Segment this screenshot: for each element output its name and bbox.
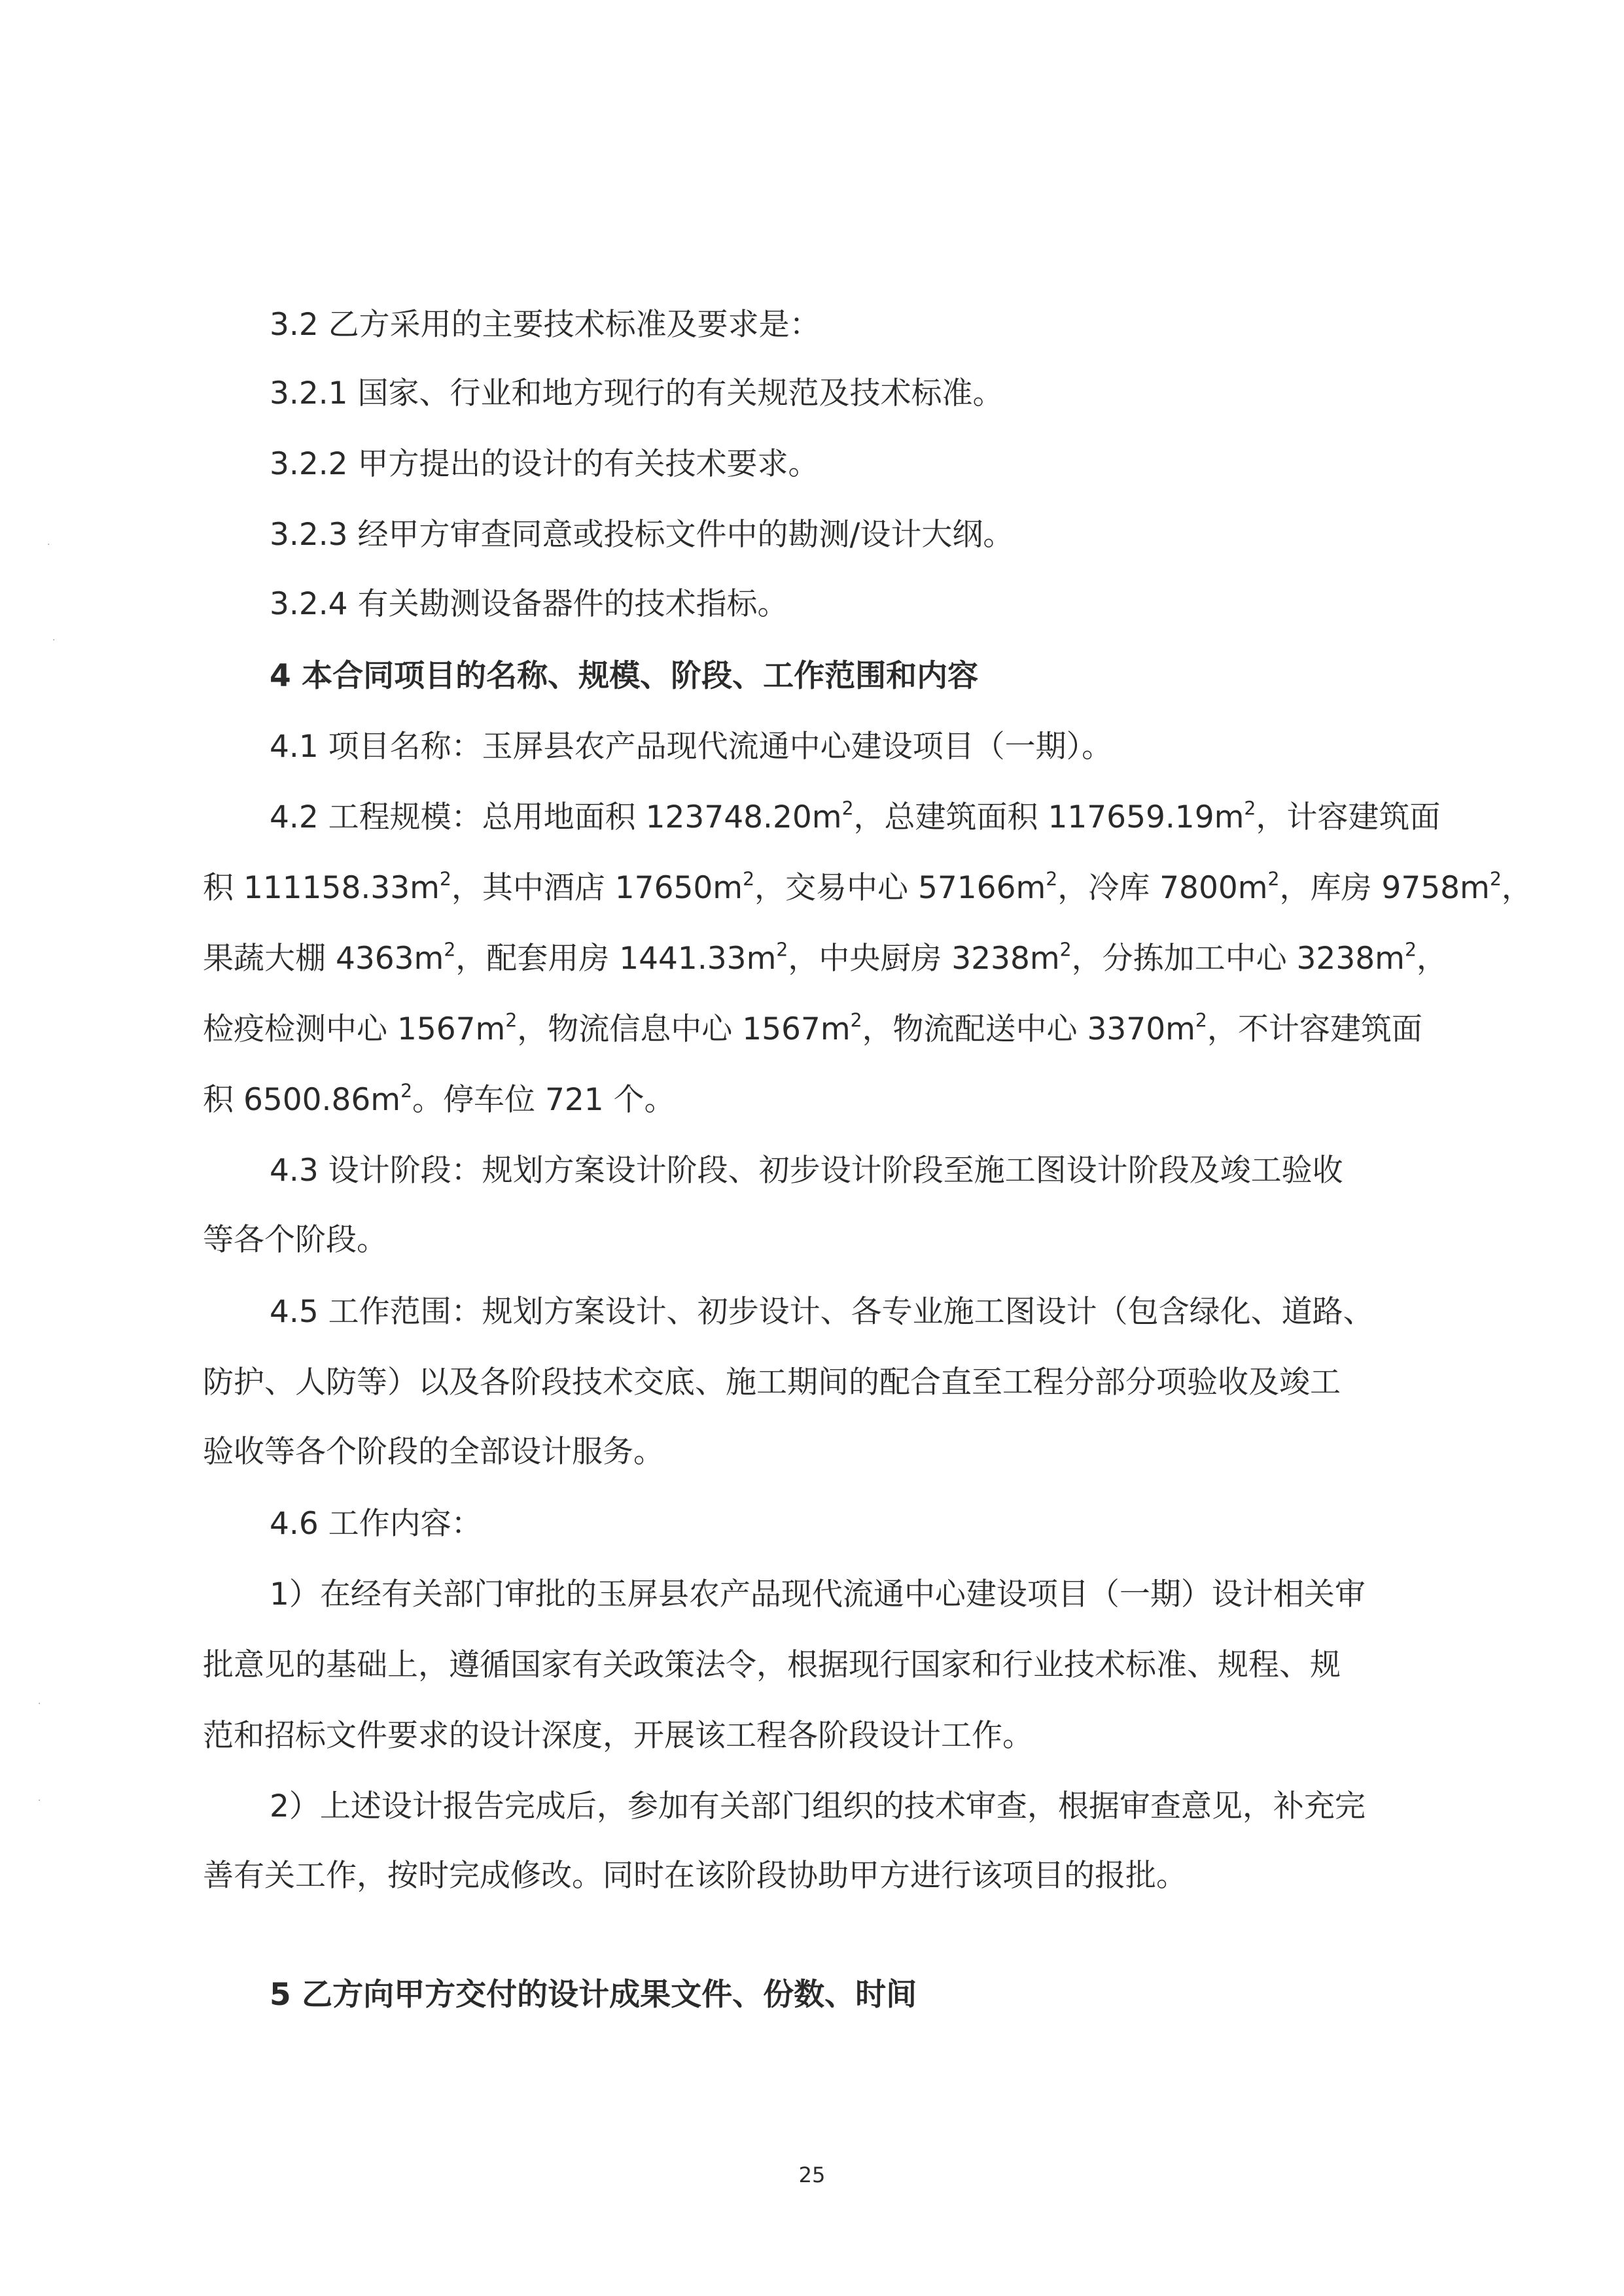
scan-speck: · bbox=[52, 635, 56, 646]
section-heading-5: 5 乙方向甲方交付的设计成果文件、份数、时间 bbox=[270, 1977, 917, 2013]
clause-4-5-line-3: 验收等各个阶段的全部设计服务。 bbox=[203, 1434, 664, 1470]
page-number: 25 bbox=[798, 2163, 826, 2187]
clause-3-2-4: 3.2.4 有关勘测设备器件的技术指标。 bbox=[270, 586, 788, 622]
clause-3-2-3: 3.2.3 经甲方审查同意或投标文件中的勘测/设计大纲。 bbox=[270, 517, 1014, 553]
clause-4-3-line-2: 等各个阶段。 bbox=[203, 1222, 387, 1258]
clause-3-2: 3.2 乙方采用的主要技术标准及要求是： bbox=[270, 307, 821, 343]
clause-4-6: 4.6 工作内容： bbox=[270, 1506, 482, 1542]
section-heading-4: 4 本合同项目的名称、规模、阶段、工作范围和内容 bbox=[270, 658, 979, 694]
clause-4-5-line-2: 防护、人防等）以及各阶段技术交底、施工期间的配合直至工程分部分项验收及竣工 bbox=[203, 1365, 1341, 1400]
clause-4-2-line-5: 积 $6500.86m^2$。停车位 721 个。 bbox=[203, 1080, 675, 1118]
clause-4-2-line-1: 4.2 工程规模：总用地面积 $123748.20m^2$，总建筑面积 $117659.19m^2$，计容建筑面 bbox=[270, 797, 1441, 835]
work-item-1-line-2: 批意见的基础上，遵循国家有关政策法令，根据现行国家和行业技术标准、规程、规 bbox=[203, 1647, 1341, 1683]
clause-3-2-2: 3.2.2 甲方提出的设计的有关技术要求。 bbox=[270, 446, 819, 482]
clause-4-2-line-3: 果蔬大棚 $4363m^2$，配套用房 $1441.33m^2$，中央厨房 $3238m^2$，分拣加工中心 $3238m^2$， bbox=[203, 939, 1447, 977]
clause-4-5-line-1: 4.5 工作范围：规划方案设计、初步设计、各专业施工图设计（包含绿化、道路、 bbox=[270, 1294, 1374, 1330]
clause-4-3-line-1: 4.3 设计阶段：规划方案设计阶段、初步设计阶段至施工图设计阶段及竣工验收 bbox=[270, 1153, 1343, 1189]
scan-speck: · bbox=[47, 540, 50, 550]
scan-speck: · bbox=[38, 1796, 41, 1806]
scan-speck: · bbox=[38, 1699, 41, 1709]
clause-3-2-1: 3.2.1 国家、行业和地方现行的有关规范及技术标准。 bbox=[270, 375, 1004, 411]
clause-4-2-line-4: 检疫检测中心 $1567m^2$，物流信息中心 $1567m^2$，物流配送中心 $3370m^2$，不计容建筑面 bbox=[203, 1009, 1422, 1047]
clause-4-1: 4.1 项目名称：玉屏县农产品现代流通中心建设项目（一期）。 bbox=[270, 729, 1113, 765]
work-item-1-line-1: 1）在经有关部门审批的玉屏县农产品现代流通中心建设项目（一期）设计相关审 bbox=[270, 1576, 1366, 1612]
work-item-2-line-1: 2）上述设计报告完成后，参加有关部门组织的技术审查，根据审查意见，补充完 bbox=[270, 1788, 1366, 1824]
work-item-1-line-3: 范和招标文件要求的设计深度，开展该工程各阶段设计工作。 bbox=[203, 1718, 1033, 1754]
work-item-2-line-2: 善有关工作，按时完成修改。同时在该阶段协助甲方进行该项目的报批。 bbox=[203, 1858, 1187, 1894]
clause-4-2-line-2: 积 $111158.33m^2$，其中酒店 $17650m^2$，交易中心 $57166m^2$，冷库 $7800m^2$，库房 $9758m^2$， bbox=[203, 868, 1532, 906]
